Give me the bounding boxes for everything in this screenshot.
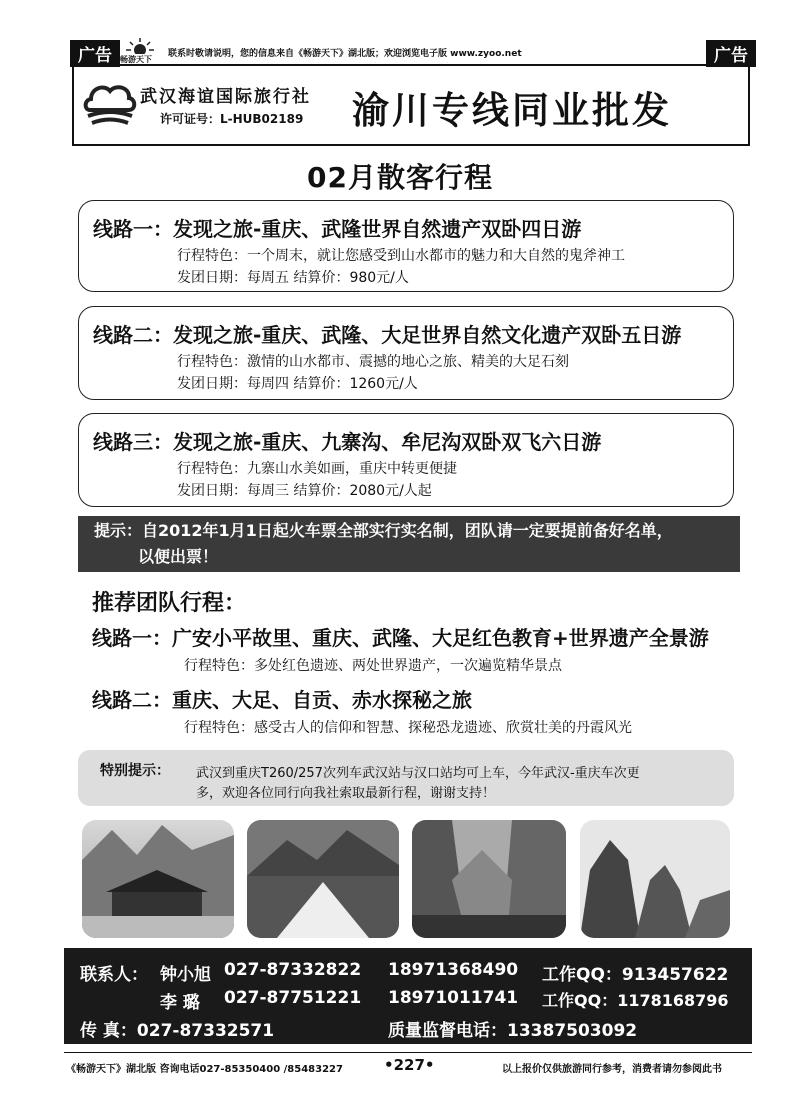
fax-number: 传 真：027-87332571 — [80, 1021, 275, 1041]
supervision-phone: 质量监督电话：13387503092 — [388, 1021, 638, 1041]
bottom-divider — [64, 1052, 752, 1053]
route-feature: 行程特色：激情的山水都市、震撼的地心之旅、精美的大足石刻 — [177, 354, 569, 370]
team-section-title: 推荐团队行程： — [92, 591, 247, 616]
route-card-1 — [78, 200, 734, 292]
special-tip — [78, 750, 734, 806]
contact-name-2: 李 璐 — [160, 993, 200, 1013]
mountain-photo — [580, 820, 730, 938]
contact-qq-1: 工作QQ：913457622 — [542, 965, 729, 985]
temple-photo — [82, 820, 234, 938]
top-note: 联系时敬请说明，您的信息来自《畅游天下》湖北版；欢迎浏览电子版 www.zyoo.net — [168, 49, 522, 59]
logo-text: 畅游天下 — [120, 55, 152, 64]
special-tip-line-1: 武汉到重庆T260/257次列车武汉站与汉口站均可上车，今年武汉-重庆车次更 — [196, 766, 640, 781]
contact-phone-1: 027-87332822 — [224, 960, 362, 980]
lake-photo — [247, 820, 399, 938]
page-number — [384, 1056, 435, 1074]
route-title: 线路二：发现之旅-重庆、武隆、大足世界自然文化遗产双卧五日游 — [93, 323, 682, 347]
disclaimer: 以上报价仅供旅游同行参考，消费者请勿参阅此书 — [502, 1064, 722, 1075]
bullet-right-icon: • — [424, 1056, 435, 1074]
ad-label-left: 广告 — [70, 40, 120, 67]
team-route-feature: 行程特色：感受古人的信仰和智慧、探秘恐龙遗迹、欣赏壮美的丹霞风光 — [184, 720, 632, 736]
team-route-title: 线路一：广安小平故里、重庆、武隆、大足红色教育+世界遗产全景游 — [92, 626, 709, 650]
contact-qq-2: 工作QQ：1178168796 — [542, 991, 729, 1010]
route-title: 线路三：发现之旅-重庆、九寨沟、牟尼沟双卧双飞六日游 — [93, 430, 602, 454]
route-feature: 行程特色：九寨山水美如画，重庆中转更便捷 — [177, 461, 457, 477]
magazine-logo — [118, 38, 162, 64]
month-title: 02月散客行程 — [307, 161, 493, 194]
agency-name: 武汉海谊国际旅行社 — [140, 87, 311, 107]
route-title: 线路一：发现之旅-重庆、武隆世界自然遗产双卧四日游 — [93, 217, 582, 241]
route-card-3 — [78, 413, 734, 507]
special-tip-line-2: 多，欢迎各位同行向我社索取最新行程，谢谢支持！ — [196, 786, 496, 801]
bullet-left-icon: • — [384, 1056, 394, 1074]
headline: 渝川专线同业批发 — [352, 89, 672, 132]
contact-mobile-1: 18971368490 — [388, 960, 519, 980]
notice-line-1: 提示：自2012年1月1日起火车票全部实行实名制，团队请一定要提前备好名单， — [94, 521, 673, 540]
contact-footer — [64, 948, 752, 1044]
team-route-feature: 行程特色：多处红色遗迹、两处世界遗产，一次遍览精华景点 — [184, 658, 562, 674]
team-route-title: 线路二：重庆、大足、自贡、赤水探秘之旅 — [92, 688, 472, 712]
agency-header — [72, 64, 750, 146]
route-schedule: 发团日期：每周五 结算价：980元/人 — [177, 270, 409, 286]
special-tip-label: 特别提示： — [100, 763, 170, 779]
route-card-2 — [78, 306, 734, 400]
contact-label: 联系人： — [80, 965, 148, 985]
realname-notice — [78, 516, 740, 572]
cloud-logo-icon — [82, 76, 138, 132]
notice-line-2: 以便出票！ — [138, 547, 219, 566]
contact-name-1: 钟小旭 — [160, 965, 211, 985]
publisher-info: 《畅游天下》湖北版 咨询电话027-85350400 /85483227 — [66, 1064, 343, 1075]
license-number: 许可证号：L-HUB02189 — [160, 112, 304, 126]
page-number-value: 227 — [393, 1056, 425, 1074]
route-schedule: 发团日期：每周四 结算价：1260元/人 — [177, 376, 418, 392]
contact-mobile-2: 18971011741 — [388, 988, 519, 1008]
route-schedule: 发团日期：每周三 结算价：2080元/人起 — [177, 483, 432, 499]
route-feature: 行程特色：一个周末，就让您感受到山水都市的魅力和大自然的鬼斧神工 — [177, 248, 625, 264]
valley-photo — [412, 820, 566, 938]
contact-phone-2: 027-87751221 — [224, 988, 362, 1008]
ad-label-right: 广告 — [706, 40, 756, 67]
